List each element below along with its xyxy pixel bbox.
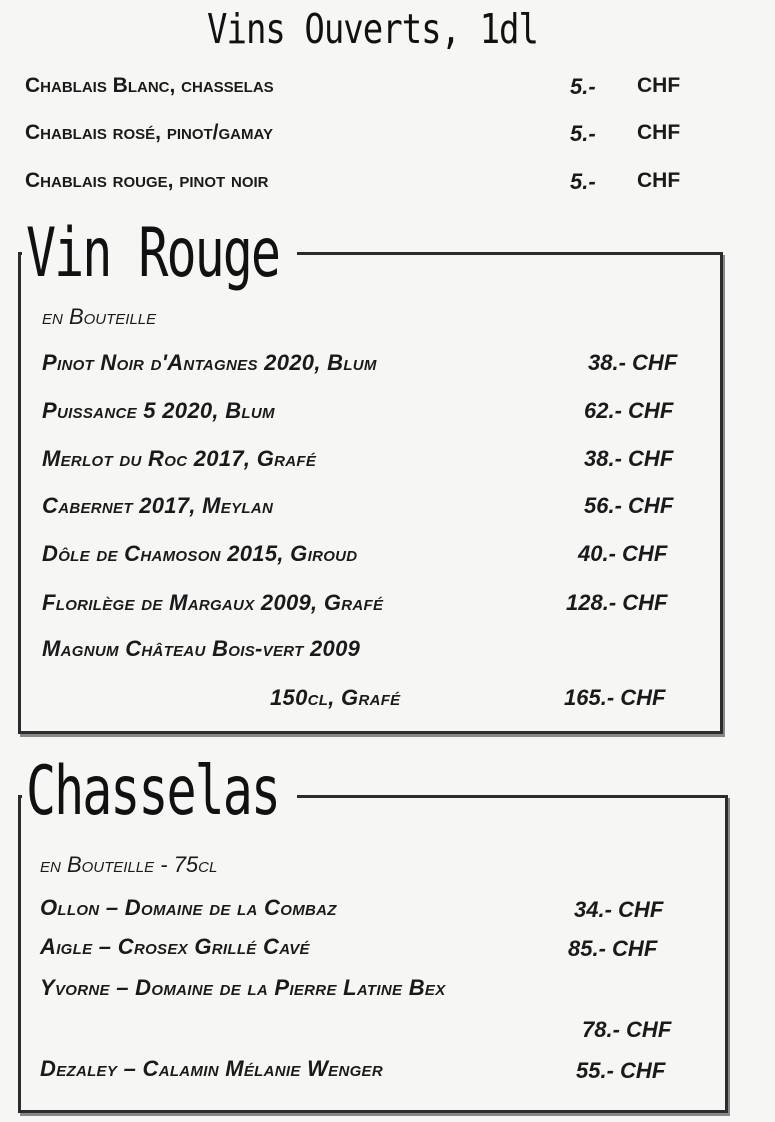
- wine-name: Florilège de Margaux 2009, Grafé: [42, 590, 384, 615]
- wine-name: Chablais Blanc, chasselas: [25, 74, 274, 97]
- wine-currency: CHF: [637, 121, 681, 144]
- wine-price: 55.- CHF: [576, 1058, 666, 1083]
- wine-price: 5.-: [570, 169, 596, 194]
- wine-price: 85.- CHF: [568, 936, 658, 961]
- wine-name: Yvorne – Domaine de la Pierre Latine Bex: [40, 975, 446, 1000]
- wine-name: Chablais rouge, pinot noir: [25, 169, 269, 192]
- wine-name-line2: 150cl, Grafé: [270, 685, 401, 710]
- wine-name: Magnum Château Bois-vert 2009: [42, 636, 361, 661]
- chasselas-title: Chasselas: [22, 752, 297, 830]
- wine-price: 62.- CHF: [584, 398, 674, 423]
- wine-price: 78.- CHF: [582, 1017, 672, 1042]
- wine-name: Chablais rosé, pinot/gamay: [25, 121, 273, 144]
- wine-price: 38.- CHF: [588, 350, 678, 375]
- vin-rouge-title: Vin Rouge: [22, 214, 297, 292]
- wine-price: 56.- CHF: [584, 493, 674, 518]
- wine-name: Pinot Noir d'Antagnes 2020, Blum: [42, 350, 377, 375]
- wine-price: 128.- CHF: [566, 590, 668, 615]
- wine-name: Dezaley – Calamin Mélanie Wenger: [40, 1056, 383, 1081]
- wine-name: Puissance 5 2020, Blum: [42, 398, 275, 423]
- wine-price: 34.- CHF: [574, 897, 664, 922]
- wine-price: 38.- CHF: [584, 446, 674, 471]
- wine-price: 5.-: [570, 74, 596, 99]
- wine-name: Dôle de Chamoson 2015, Giroud: [42, 541, 358, 566]
- wine-currency: CHF: [637, 74, 681, 97]
- wine-currency: CHF: [637, 169, 681, 192]
- wine-name: Merlot du Roc 2017, Grafé: [42, 446, 317, 471]
- open-wines-title: Vins Ouverts, 1dl: [207, 6, 538, 54]
- wine-price: 5.-: [570, 121, 596, 146]
- wine-name: Cabernet 2017, Meylan: [42, 493, 274, 518]
- wine-name: Aigle – Crosex Grillé Cavé: [40, 934, 310, 959]
- wine-price: 40.- CHF: [578, 541, 668, 566]
- chasselas-subtitle: en Bouteille - 75cl: [40, 852, 218, 877]
- wine-price: 165.- CHF: [564, 685, 666, 710]
- wine-name: Ollon – Domaine de la Combaz: [40, 895, 337, 920]
- vin-rouge-subtitle: en Bouteille: [42, 304, 157, 329]
